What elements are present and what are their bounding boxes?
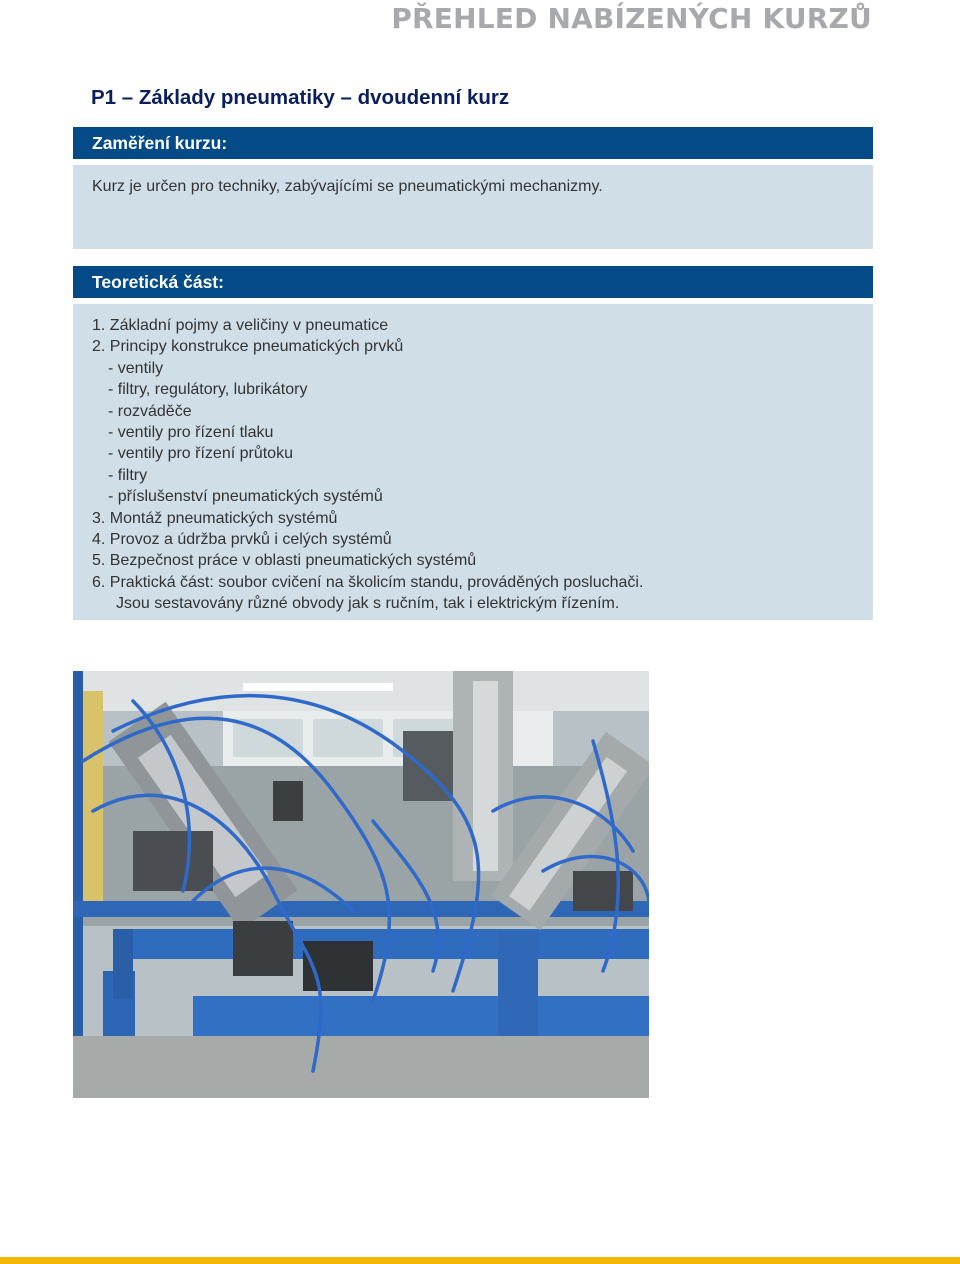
list-subitem: - filtry, regulátory, lubrikátory bbox=[108, 381, 308, 399]
list-subitem: - rozváděče bbox=[108, 402, 192, 420]
list-subitem: - filtry bbox=[108, 466, 148, 484]
theory-heading-bar bbox=[73, 266, 873, 298]
list-subitem: - příslušenství pneumatických systémů bbox=[108, 488, 383, 506]
list-item: 1. Základní pojmy a veličiny v pneumatice bbox=[92, 317, 389, 334]
page-section-title: PŘEHLED NABÍZENÝCH KURZŮ bbox=[391, 2, 872, 35]
footer-rule bbox=[0, 1257, 960, 1264]
course-title: P1 – Základy pneumatiky – dvoudenní kurz bbox=[91, 86, 510, 109]
list-item: 4. Provoz a údržba prvků i celých systémů bbox=[92, 530, 392, 548]
list-item: 6. Praktická část: soubor cvičení na školicím standu, prováděných posluchači. bbox=[92, 573, 644, 591]
list-item: 3. Montáž pneumatických systémů bbox=[92, 509, 338, 527]
list-item-continuation: Jsou sestavovány různé obvody jak s ručním, tak i elektrickým řízením. bbox=[116, 595, 620, 613]
focus-panel bbox=[73, 165, 873, 249]
training-stand-photo bbox=[73, 671, 649, 1098]
focus-heading-bar bbox=[73, 127, 873, 159]
focus-text: Kurz je určen pro techniky, zabývajícími se pneumatickými mechanizmy. bbox=[92, 178, 603, 195]
focus-heading: Zaměření kurzu: bbox=[92, 133, 228, 153]
list-subitem: - ventily bbox=[108, 359, 164, 377]
list-item: 5. Bezpečnost práce v oblasti pneumatických systémů bbox=[92, 552, 477, 570]
theory-panel bbox=[73, 304, 873, 620]
list-item: 2. Principy konstrukce pneumatických prvků bbox=[92, 338, 404, 356]
list-subitem: - ventily pro řízení průtoku bbox=[108, 445, 293, 463]
list-subitem: - ventily pro řízení tlaku bbox=[108, 423, 274, 441]
theory-heading: Teoretická část: bbox=[92, 272, 224, 292]
